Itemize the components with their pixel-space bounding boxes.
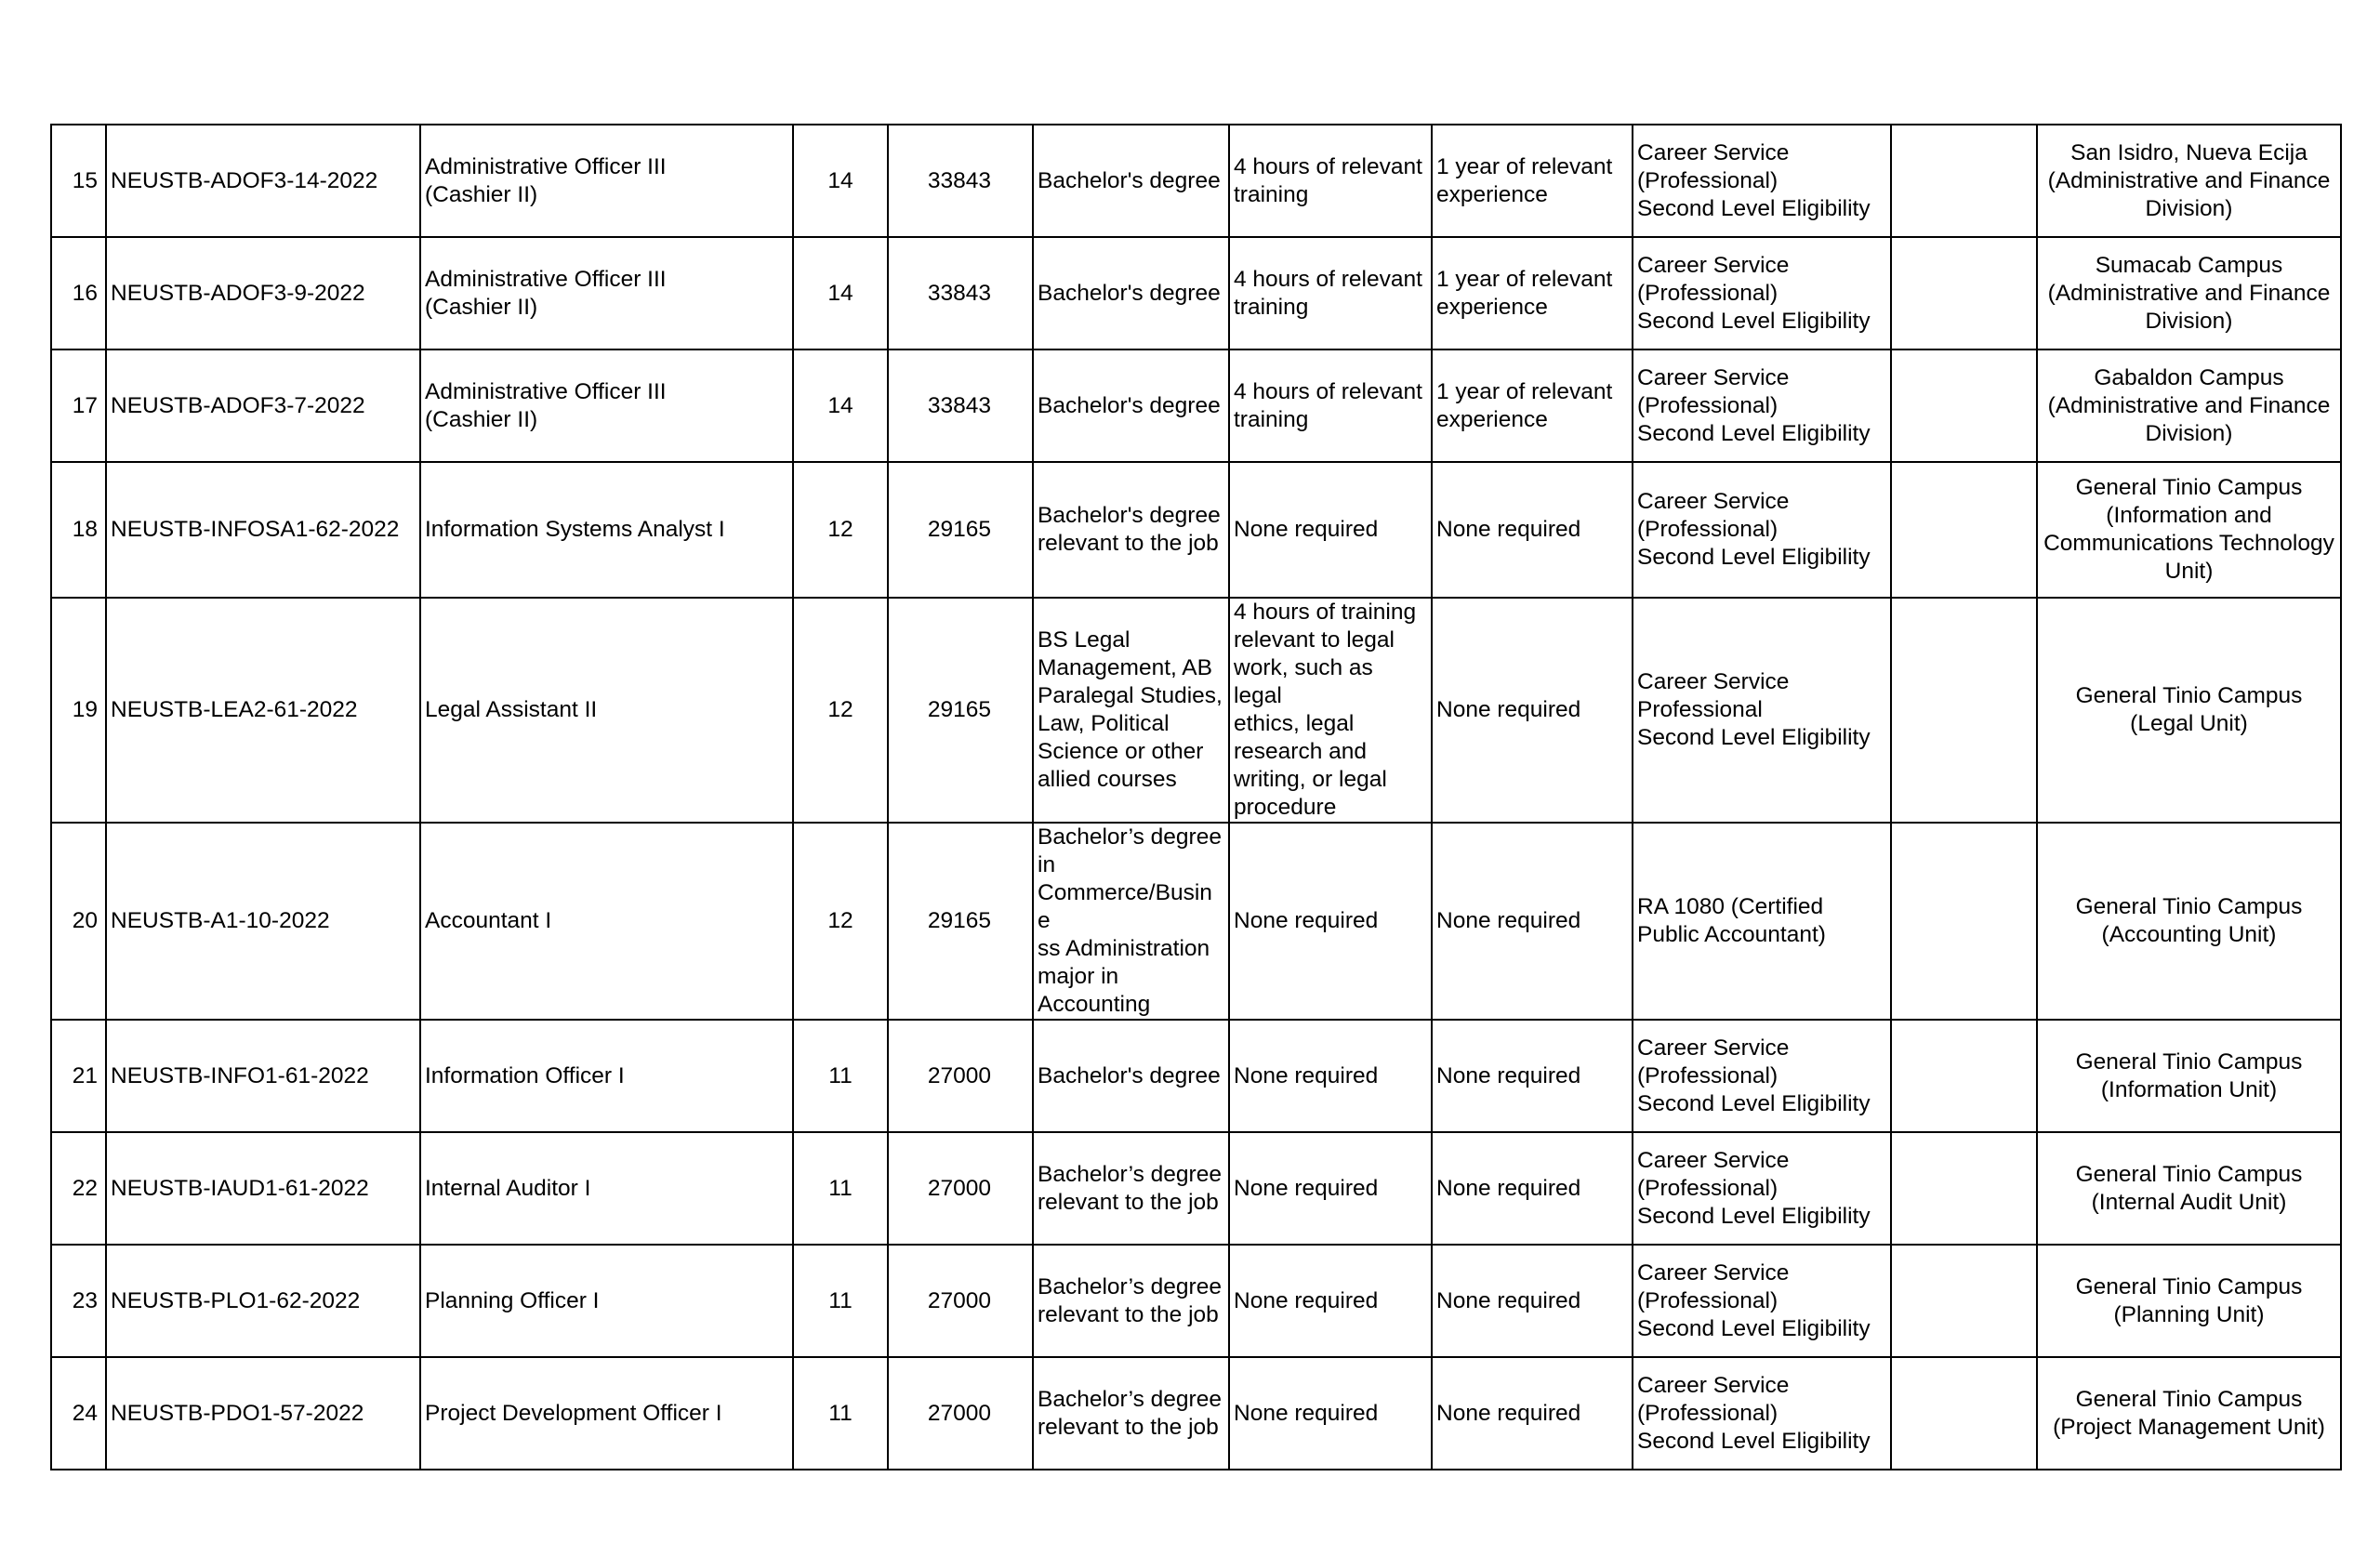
table-row <box>51 349 2341 462</box>
row-number-cell <box>51 237 106 349</box>
competency-cell <box>1891 1357 2037 1470</box>
row-number-cell <box>51 598 106 823</box>
item-code-cell <box>106 1020 420 1132</box>
monthly-salary-cell-text: 33843 <box>927 167 991 193</box>
item-code-cell <box>106 1245 420 1357</box>
education-cell-text: Bachelor's degree <box>1038 1062 1221 1088</box>
monthly-salary-cell <box>888 1132 1033 1245</box>
eligibility-cell <box>1633 125 1891 237</box>
education-cell <box>1033 1020 1229 1132</box>
salary-grade-cell-text: 14 <box>827 167 853 193</box>
table-row <box>51 462 2341 598</box>
place-of-assignment-cell <box>2037 237 2341 349</box>
eligibility-cell <box>1633 237 1891 349</box>
experience-cell <box>1432 598 1633 823</box>
competency-cell <box>1891 349 2037 462</box>
training-cell-text: None required <box>1234 517 1379 542</box>
training-cell <box>1229 1245 1432 1357</box>
education-cell <box>1033 598 1229 823</box>
item-code-cell-text: NEUSTB-INFO1-61-2022 <box>111 1062 369 1088</box>
experience-cell-text: None required <box>1436 908 1581 933</box>
training-cell-text: 4 hours of relevant training <box>1234 266 1422 320</box>
education-cell-text: Bachelor’s degree relevant to the job <box>1038 1161 1222 1215</box>
monthly-salary-cell-text: 27000 <box>927 1287 991 1313</box>
salary-grade-cell-text: 11 <box>828 1287 853 1313</box>
competency-cell <box>1891 1132 2037 1245</box>
place-of-assignment-cell-text: General Tinio Campus (Accounting Unit) <box>2075 894 2303 947</box>
row-number-cell-text: 20 <box>72 908 98 933</box>
row-number-cell <box>51 462 106 598</box>
education-cell <box>1033 1245 1229 1357</box>
salary-grade-cell-text: 12 <box>827 697 853 722</box>
eligibility-cell <box>1633 1357 1891 1470</box>
place-of-assignment-cell-text: Gabaldon Campus (Administrative and Finance Division) <box>2047 364 2331 446</box>
place-of-assignment-cell <box>2037 823 2341 1020</box>
item-code-cell <box>106 1132 420 1245</box>
experience-cell <box>1432 237 1633 349</box>
eligibility-cell <box>1633 349 1891 462</box>
training-cell-text: None required <box>1234 1400 1379 1426</box>
education-cell-text: Bachelor's degree relevant to the job <box>1038 503 1221 556</box>
position-title-cell <box>420 1132 793 1245</box>
experience-cell-text: None required <box>1436 1400 1581 1426</box>
education-cell <box>1033 823 1229 1020</box>
salary-grade-cell <box>793 1020 888 1132</box>
position-title-cell <box>420 237 793 349</box>
place-of-assignment-cell <box>2037 462 2341 598</box>
experience-cell <box>1432 349 1633 462</box>
eligibility-cell-text: Career Service Professional Second Level Eligibility <box>1637 669 1871 750</box>
salary-grade-cell-text: 11 <box>828 1062 853 1088</box>
item-code-cell <box>106 598 420 823</box>
place-of-assignment-cell <box>2037 125 2341 237</box>
item-code-cell-text: NEUSTB-IAUD1-61-2022 <box>111 1175 369 1201</box>
place-of-assignment-cell <box>2037 1357 2341 1470</box>
experience-cell <box>1432 1132 1633 1245</box>
position-title-cell-text: Accountant I <box>425 908 552 933</box>
table-row <box>51 1245 2341 1357</box>
salary-grade-cell <box>793 1357 888 1470</box>
position-title-cell <box>420 1020 793 1132</box>
experience-cell <box>1432 1245 1633 1357</box>
table-row <box>51 125 2341 237</box>
training-cell <box>1229 462 1432 598</box>
training-cell-text: 4 hours of relevant training <box>1234 153 1422 207</box>
table-row <box>51 823 2341 1020</box>
item-code-cell <box>106 1357 420 1470</box>
training-cell-text: 4 hours of relevant training <box>1234 378 1422 432</box>
experience-cell-text: None required <box>1436 1287 1581 1313</box>
education-cell-text: BS Legal Management, AB Paralegal Studies, Law, Political Science or other allied courses <box>1038 627 1223 792</box>
eligibility-cell-text: Career Service (Professional) Second Level Eligibility <box>1637 252 1871 334</box>
competency-cell <box>1891 598 2037 823</box>
eligibility-cell <box>1633 1132 1891 1245</box>
training-cell <box>1229 823 1432 1020</box>
monthly-salary-cell <box>888 237 1033 349</box>
table-row <box>51 1132 2341 1245</box>
monthly-salary-cell <box>888 1245 1033 1357</box>
place-of-assignment-cell-text: General Tinio Campus (Project Management Unit) <box>2053 1386 2325 1440</box>
table-row <box>51 237 2341 349</box>
eligibility-cell-text: Career Service (Professional) Second Level Eligibility <box>1637 1259 1871 1341</box>
experience-cell-text: None required <box>1436 697 1581 722</box>
education-cell-text: Bachelor's degree <box>1038 280 1221 306</box>
row-number-cell <box>51 1357 106 1470</box>
education-cell-text: Bachelor’s degree relevant to the job <box>1038 1273 1222 1327</box>
experience-cell-text: 1 year of relevant experience <box>1436 153 1613 207</box>
row-number-cell-text: 19 <box>72 697 98 722</box>
salary-grade-cell-text: 12 <box>827 908 853 933</box>
competency-cell <box>1891 462 2037 598</box>
row-number-cell-text: 18 <box>72 517 98 542</box>
position-title-cell-text: Legal Assistant II <box>425 697 598 722</box>
training-cell <box>1229 1357 1432 1470</box>
place-of-assignment-cell-text: Sumacab Campus (Administrative and Finance Division) <box>2047 252 2331 334</box>
training-cell-text: None required <box>1234 1062 1379 1088</box>
monthly-salary-cell-text: 29165 <box>927 697 991 722</box>
competency-cell <box>1891 1020 2037 1132</box>
salary-grade-cell-text: 11 <box>828 1175 853 1201</box>
place-of-assignment-cell-text: San Isidro, Nueva Ecija (Administrative and Finance Division) <box>2047 139 2331 221</box>
item-code-cell-text: NEUSTB-PLO1-62-2022 <box>111 1287 361 1313</box>
item-code-cell-text: NEUSTB-LEA2-61-2022 <box>111 697 358 722</box>
experience-cell-text: 1 year of relevant experience <box>1436 266 1613 320</box>
place-of-assignment-cell <box>2037 598 2341 823</box>
row-number-cell <box>51 1020 106 1132</box>
monthly-salary-cell <box>888 823 1033 1020</box>
experience-cell-text: None required <box>1436 1062 1581 1088</box>
position-title-cell <box>420 1357 793 1470</box>
monthly-salary-cell <box>888 1020 1033 1132</box>
item-code-cell-text: NEUSTB-ADOF3-14-2022 <box>111 167 378 193</box>
monthly-salary-cell-text: 27000 <box>927 1062 991 1088</box>
education-cell-text: Bachelor’s degree relevant to the job <box>1038 1386 1222 1440</box>
item-code-cell-text: NEUSTB-ADOF3-7-2022 <box>111 392 365 418</box>
experience-cell <box>1432 125 1633 237</box>
salary-grade-cell <box>793 1132 888 1245</box>
salary-grade-cell <box>793 237 888 349</box>
monthly-salary-cell <box>888 1357 1033 1470</box>
item-code-cell-text: NEUSTB-INFOSA1-62-2022 <box>111 517 400 542</box>
education-cell-text: Bachelor’s degree in Commerce/Busine ss Administration major in Accounting <box>1038 824 1222 1017</box>
item-code-cell-text: NEUSTB-PDO1-57-2022 <box>111 1400 364 1426</box>
monthly-salary-cell <box>888 462 1033 598</box>
eligibility-cell <box>1633 823 1891 1020</box>
position-title-cell <box>420 823 793 1020</box>
position-title-cell-text: Administrative Officer III (Cashier II) <box>425 266 667 320</box>
vacancy-table <box>50 124 2342 1470</box>
competency-cell <box>1891 237 2037 349</box>
item-code-cell <box>106 125 420 237</box>
salary-grade-cell <box>793 125 888 237</box>
salary-grade-cell-text: 11 <box>828 1400 853 1426</box>
row-number-cell-text: 16 <box>72 280 98 306</box>
training-cell <box>1229 598 1432 823</box>
monthly-salary-cell-text: 27000 <box>927 1400 991 1426</box>
place-of-assignment-cell-text: General Tinio Campus (Information Unit) <box>2075 1048 2303 1102</box>
row-number-cell-text: 21 <box>72 1062 98 1088</box>
place-of-assignment-cell <box>2037 1132 2341 1245</box>
salary-grade-cell <box>793 823 888 1020</box>
experience-cell <box>1432 1020 1633 1132</box>
row-number-cell <box>51 349 106 462</box>
salary-grade-cell-text: 12 <box>827 517 853 542</box>
education-cell <box>1033 237 1229 349</box>
monthly-salary-cell <box>888 125 1033 237</box>
experience-cell <box>1432 1357 1633 1470</box>
place-of-assignment-cell <box>2037 1020 2341 1132</box>
row-number-cell-text: 23 <box>72 1287 98 1313</box>
education-cell-text: Bachelor's degree <box>1038 392 1221 418</box>
salary-grade-cell <box>793 598 888 823</box>
row-number-cell <box>51 823 106 1020</box>
table-row <box>51 1020 2341 1132</box>
education-cell <box>1033 349 1229 462</box>
experience-cell <box>1432 462 1633 598</box>
monthly-salary-cell-text: 33843 <box>927 392 991 418</box>
education-cell <box>1033 1357 1229 1470</box>
position-title-cell-text: Internal Auditor I <box>425 1175 591 1201</box>
item-code-cell <box>106 823 420 1020</box>
position-title-cell-text: Planning Officer I <box>425 1287 600 1313</box>
education-cell <box>1033 1132 1229 1245</box>
education-cell <box>1033 462 1229 598</box>
monthly-salary-cell-text: 29165 <box>927 908 991 933</box>
row-number-cell <box>51 1132 106 1245</box>
row-number-cell-text: 22 <box>72 1175 98 1201</box>
position-title-cell <box>420 1245 793 1357</box>
position-title-cell-text: Information Systems Analyst I <box>425 517 725 542</box>
position-title-cell-text: Administrative Officer III (Cashier II) <box>425 378 667 432</box>
education-cell-text: Bachelor's degree <box>1038 167 1221 193</box>
item-code-cell <box>106 349 420 462</box>
row-number-cell-text: 15 <box>72 167 98 193</box>
eligibility-cell-text: Career Service (Professional) Second Level Eligibility <box>1637 1035 1871 1116</box>
salary-grade-cell <box>793 1245 888 1357</box>
eligibility-cell <box>1633 1245 1891 1357</box>
training-cell-text: 4 hours of training relevant to legal work, such as legal ethics, legal research and writing, or legal procedure <box>1234 600 1417 820</box>
experience-cell <box>1432 823 1633 1020</box>
table-row <box>51 598 2341 823</box>
item-code-cell <box>106 462 420 598</box>
competency-cell <box>1891 823 2037 1020</box>
row-number-cell <box>51 1245 106 1357</box>
monthly-salary-cell-text: 33843 <box>927 280 991 306</box>
competency-cell <box>1891 125 2037 237</box>
row-number-cell-text: 17 <box>72 392 98 418</box>
salary-grade-cell-text: 14 <box>827 280 853 306</box>
experience-cell-text: 1 year of relevant experience <box>1436 378 1613 432</box>
eligibility-cell-text: Career Service (Professional) Second Level Eligibility <box>1637 364 1871 446</box>
position-title-cell-text: Project Development Officer I <box>425 1400 722 1426</box>
position-title-cell <box>420 125 793 237</box>
eligibility-cell-text: RA 1080 (Certified Public Accountant) <box>1637 894 1826 947</box>
position-title-cell <box>420 349 793 462</box>
item-code-cell-text: NEUSTB-A1-10-2022 <box>111 908 330 933</box>
eligibility-cell-text: Career Service (Professional) Second Level Eligibility <box>1637 489 1871 570</box>
salary-grade-cell <box>793 462 888 598</box>
place-of-assignment-cell <box>2037 1245 2341 1357</box>
training-cell-text: None required <box>1234 1287 1379 1313</box>
eligibility-cell <box>1633 1020 1891 1132</box>
place-of-assignment-cell-text: General Tinio Campus (Information and Communications Technology Unit) <box>2043 475 2334 584</box>
place-of-assignment-cell-text: General Tinio Campus (Legal Unit) <box>2075 683 2303 736</box>
position-title-cell <box>420 598 793 823</box>
place-of-assignment-cell <box>2037 349 2341 462</box>
eligibility-cell-text: Career Service (Professional) Second Level Eligibility <box>1637 139 1871 221</box>
experience-cell-text: None required <box>1436 517 1581 542</box>
place-of-assignment-cell-text: General Tinio Campus (Planning Unit) <box>2075 1273 2303 1327</box>
experience-cell-text: None required <box>1436 1175 1581 1201</box>
training-cell <box>1229 237 1432 349</box>
monthly-salary-cell-text: 29165 <box>927 517 991 542</box>
monthly-salary-cell <box>888 598 1033 823</box>
table-row <box>51 1357 2341 1470</box>
monthly-salary-cell <box>888 349 1033 462</box>
eligibility-cell <box>1633 462 1891 598</box>
item-code-cell <box>106 237 420 349</box>
eligibility-cell <box>1633 598 1891 823</box>
training-cell <box>1229 125 1432 237</box>
item-code-cell-text: NEUSTB-ADOF3-9-2022 <box>111 280 365 306</box>
training-cell <box>1229 349 1432 462</box>
place-of-assignment-cell-text: General Tinio Campus (Internal Audit Unit) <box>2075 1161 2303 1215</box>
salary-grade-cell <box>793 349 888 462</box>
position-title-cell-text: Information Officer I <box>425 1062 625 1088</box>
training-cell <box>1229 1020 1432 1132</box>
training-cell-text: None required <box>1234 1175 1379 1201</box>
position-title-cell-text: Administrative Officer III (Cashier II) <box>425 153 667 207</box>
row-number-cell-text: 24 <box>72 1400 98 1426</box>
eligibility-cell-text: Career Service (Professional) Second Level Eligibility <box>1637 1372 1871 1454</box>
row-number-cell <box>51 125 106 237</box>
competency-cell <box>1891 1245 2037 1357</box>
position-title-cell <box>420 462 793 598</box>
training-cell <box>1229 1132 1432 1245</box>
monthly-salary-cell-text: 27000 <box>927 1175 991 1201</box>
salary-grade-cell-text: 14 <box>827 392 853 418</box>
training-cell-text: None required <box>1234 908 1379 933</box>
education-cell <box>1033 125 1229 237</box>
eligibility-cell-text: Career Service (Professional) Second Level Eligibility <box>1637 1147 1871 1229</box>
